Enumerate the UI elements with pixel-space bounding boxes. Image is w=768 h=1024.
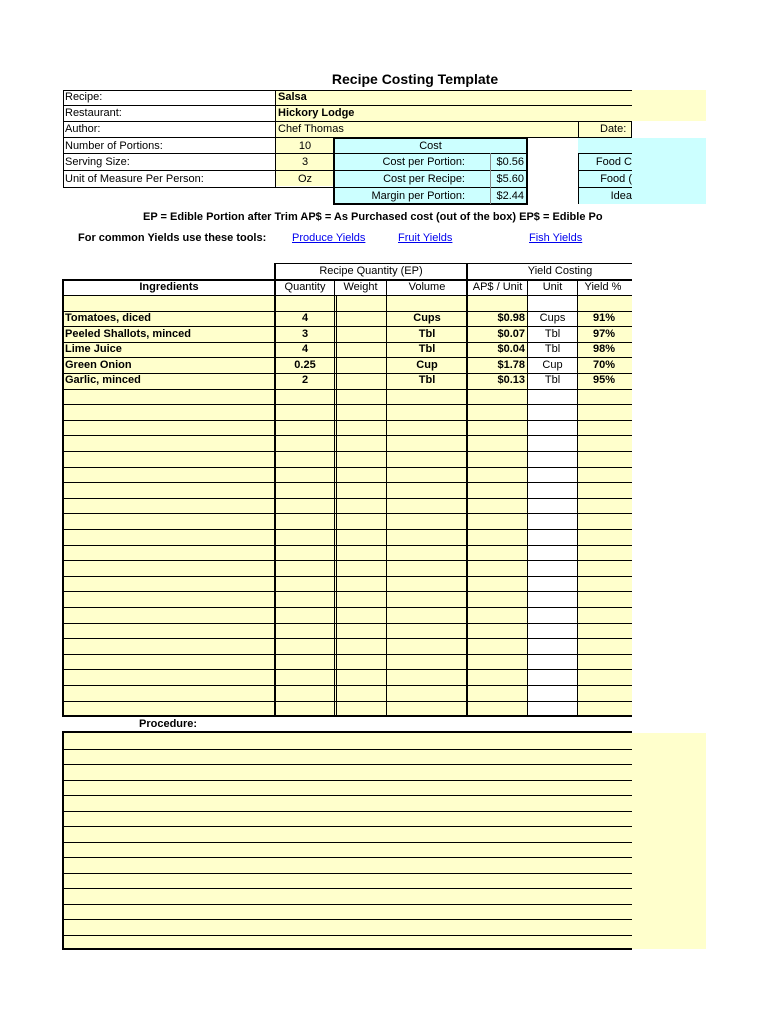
cost-title: Cost	[419, 140, 442, 152]
ingredient-unit[interactable]: Tbl	[544, 328, 561, 340]
procedure-line	[63, 904, 632, 905]
col-unit: Unit	[542, 281, 563, 293]
fish-yields-link[interactable]: Fish Yields	[529, 232, 583, 244]
table-row-line	[63, 701, 632, 702]
ingredient-ap-cost[interactable]: $0.13	[497, 374, 525, 386]
ingredient-unit[interactable]: Cup	[542, 359, 563, 371]
table-row-line	[63, 529, 632, 530]
procedure-line	[63, 764, 632, 765]
recipe-qty-group-header: Recipe Quantity (EP)	[319, 265, 423, 277]
cost-per-portion-label: Cost per Portion:	[382, 156, 465, 168]
ingredient-volume[interactable]: Tbl	[418, 343, 436, 355]
procedure-line	[63, 935, 632, 936]
yield-group-clip	[468, 264, 632, 279]
table-row-line	[63, 435, 632, 436]
table-row-line	[63, 295, 632, 296]
ingredient-unit[interactable]: Cups	[539, 312, 566, 324]
table-row-line	[63, 513, 632, 514]
food-cost-clip	[579, 153, 632, 204]
table-row-line	[63, 591, 632, 592]
portions-value[interactable]: 10	[298, 140, 312, 152]
ingredient-volume[interactable]: Tbl	[418, 328, 436, 340]
ingredient-quantity[interactable]: 2	[301, 374, 309, 386]
ingredient-quantity[interactable]: 0.25	[294, 359, 316, 371]
table-row-line	[63, 389, 632, 390]
table-row-line	[63, 420, 632, 421]
procedure-line	[63, 857, 632, 858]
ingredient-name[interactable]: Lime Juice	[65, 343, 122, 355]
col-yield: Yield %	[584, 281, 622, 293]
procedure-line	[63, 826, 632, 827]
yield-group-header: Yield Costing	[527, 265, 593, 277]
recipe-label: Recipe:	[65, 91, 103, 103]
table-row-line	[63, 467, 632, 468]
table-row-line	[63, 669, 632, 670]
procedure-line	[63, 842, 632, 843]
ingredient-quantity[interactable]: 4	[301, 343, 309, 355]
tools-label: For common Yields use these tools:	[78, 232, 267, 244]
serving-value[interactable]: 3	[301, 156, 309, 168]
table-row-line	[63, 498, 632, 499]
col-ap-unit: AP$ / Unit	[472, 281, 523, 293]
ingredient-yield[interactable]: 95%	[592, 374, 616, 386]
cost-per-recipe-value: $5.60	[496, 173, 524, 185]
legend-text: EP = Edible Portion after Trim AP$ = As Purchased cost (out of the box) EP$ = Edible Po	[143, 211, 603, 223]
food-cost-line3: Idea	[610, 190, 632, 202]
margin-label: Margin per Portion:	[371, 190, 465, 202]
unit-label: Unit of Measure Per Person:	[65, 173, 204, 185]
table-row-line	[63, 545, 632, 546]
produce-yields-link[interactable]: Produce Yields	[292, 232, 366, 244]
ingredient-ap-cost[interactable]: $1.78	[497, 359, 525, 371]
ingredient-name[interactable]: Tomatoes, diced	[65, 312, 151, 324]
ingredient-unit[interactable]: Tbl	[544, 343, 561, 355]
table-row-line	[63, 623, 632, 624]
table-row-line	[63, 404, 632, 405]
table-row-line	[63, 482, 632, 483]
fruit-yields-link[interactable]: Fruit Yields	[398, 232, 453, 244]
procedure-label: Procedure:	[139, 718, 198, 730]
unit-value[interactable]: Oz	[297, 173, 313, 185]
ingredient-volume[interactable]: Cups	[413, 312, 441, 324]
cost-per-recipe-label: Cost per Recipe:	[383, 173, 465, 185]
procedure-line	[63, 811, 632, 812]
legend-clip	[140, 210, 632, 226]
author-value[interactable]: Chef Thomas	[278, 123, 344, 135]
author-label: Author:	[65, 123, 101, 135]
ingredient-quantity[interactable]: 4	[301, 312, 309, 324]
ingredient-name[interactable]: Peeled Shallots, minced	[65, 328, 191, 340]
col-volume: Volume	[408, 281, 446, 293]
recipe-value[interactable]: Salsa	[278, 91, 307, 103]
procedure-line	[63, 919, 632, 920]
cost-per-portion-value: $0.56	[496, 156, 524, 168]
ingredient-yield[interactable]: 97%	[592, 328, 616, 340]
table-row-line	[63, 607, 632, 608]
ingredient-volume[interactable]: Cup	[416, 359, 438, 371]
table-row-line	[63, 451, 632, 452]
col-ingredients: Ingredients	[139, 281, 199, 293]
table-row-line	[63, 576, 632, 577]
ingredient-ap-cost[interactable]: $0.07	[497, 328, 525, 340]
ingredient-volume[interactable]: Tbl	[418, 374, 436, 386]
date-label: Date:	[600, 123, 627, 135]
ingredient-yield[interactable]: 70%	[592, 359, 616, 371]
header-overflow-bg	[632, 90, 706, 121]
serving-label: Serving Size:	[65, 156, 130, 168]
table-row-line	[63, 560, 632, 561]
table-row-line	[63, 685, 632, 686]
procedure-area[interactable]	[63, 733, 706, 949]
procedure-line	[63, 780, 632, 781]
ingredient-ap-cost[interactable]: $0.98	[497, 312, 525, 324]
procedure-line	[63, 873, 632, 874]
procedure-line	[63, 795, 632, 796]
procedure-line	[63, 749, 632, 750]
margin-value: $2.44	[496, 190, 524, 202]
portions-label: Number of Portions:	[65, 140, 163, 152]
food-cost-line1: Food C	[595, 156, 632, 168]
col-quantity: Quantity	[284, 281, 326, 293]
restaurant-label: Restaurant:	[65, 107, 122, 119]
food-cost-line2: Food (	[600, 173, 632, 185]
table-row-line	[63, 638, 632, 639]
ingredient-quantity[interactable]: 3	[301, 328, 309, 340]
ingredient-name[interactable]: Green Onion	[65, 359, 132, 371]
table-row-line	[63, 654, 632, 655]
page-title: Recipe Costing Template	[331, 71, 499, 87]
ingredient-unit[interactable]: Tbl	[544, 374, 561, 386]
col-weight: Weight	[343, 281, 378, 293]
ingredient-name[interactable]: Garlic, minced	[65, 374, 141, 386]
procedure-line	[63, 888, 632, 889]
ingredient-yield[interactable]: 91%	[592, 312, 616, 324]
ingredient-ap-cost[interactable]: $0.04	[497, 343, 525, 355]
ingredient-yield[interactable]: 98%	[592, 343, 616, 355]
restaurant-value[interactable]: Hickory Lodge	[278, 107, 355, 119]
